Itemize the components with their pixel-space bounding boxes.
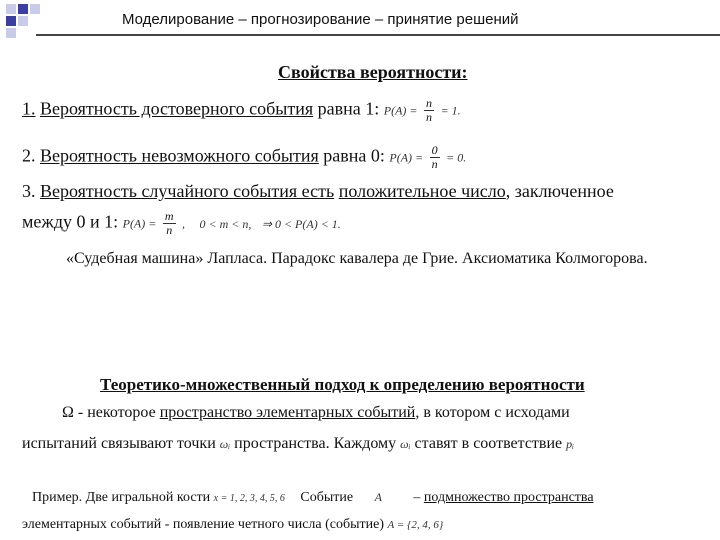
header-divider xyxy=(36,34,720,36)
property-1-underlined: Вероятность достоверного события xyxy=(40,98,314,119)
fraction: $\frac{n}{n}$ xyxy=(426,96,433,124)
decor-square xyxy=(6,4,16,14)
property-3: 3. Вероятность случайного события есть положительное число, заключенное xyxy=(22,181,614,201)
property-3-line2: между 0 и 1: P(A) = $\frac{m}{n}$ , 0 < m < n, ⇒ 0 < P(A) < 1. xyxy=(22,209,341,237)
section2-title: Теоретико-множественный подход к определению вероятности xyxy=(100,375,585,394)
fraction: $\frac{m}{n}$ xyxy=(164,209,174,237)
property-2-underlined: Вероятность невозможного события xyxy=(40,145,319,166)
decor-square xyxy=(6,16,16,26)
fraction: $\frac{0}{n}$ xyxy=(431,143,438,171)
decor-square xyxy=(6,28,16,38)
decor-square xyxy=(30,4,40,14)
header-title: Моделирование – прогнозирование – принятие решений xyxy=(122,11,519,28)
section2-line1: Ω - некоторое пространство элементарных событий, в котором с исходами xyxy=(62,404,570,421)
note-text: «Судебная машина» Лапласа. Парадокс кавалера де Гриe. Аксиоматика Колмогорова. xyxy=(66,250,648,267)
property-2: 2. Вероятность невозможного события равна 0: P(A) = $\frac{0}{n}$ = 0. xyxy=(22,143,467,171)
example-line2: элементарных событий - появление четного числа (событие) A = {2, 4, 6} xyxy=(22,517,444,532)
section1-title: Свойства вероятности: xyxy=(278,62,468,82)
decor-square xyxy=(18,4,28,14)
decor-square xyxy=(18,16,28,26)
section2-line2: испытаний связывают точки ωᵢ пространства. Каждому ωᵢ ставят в соответствие pᵢ xyxy=(22,435,575,452)
property-1: 1. Вероятность достоверного события равна 1: P(A) = $\frac{n}{n}$ = 1. xyxy=(22,96,461,124)
example-line1: Пример. Две игральной кости x = 1, 2, 3, 4, 5, 6 Событие A – подмножество пространства xyxy=(32,490,594,505)
